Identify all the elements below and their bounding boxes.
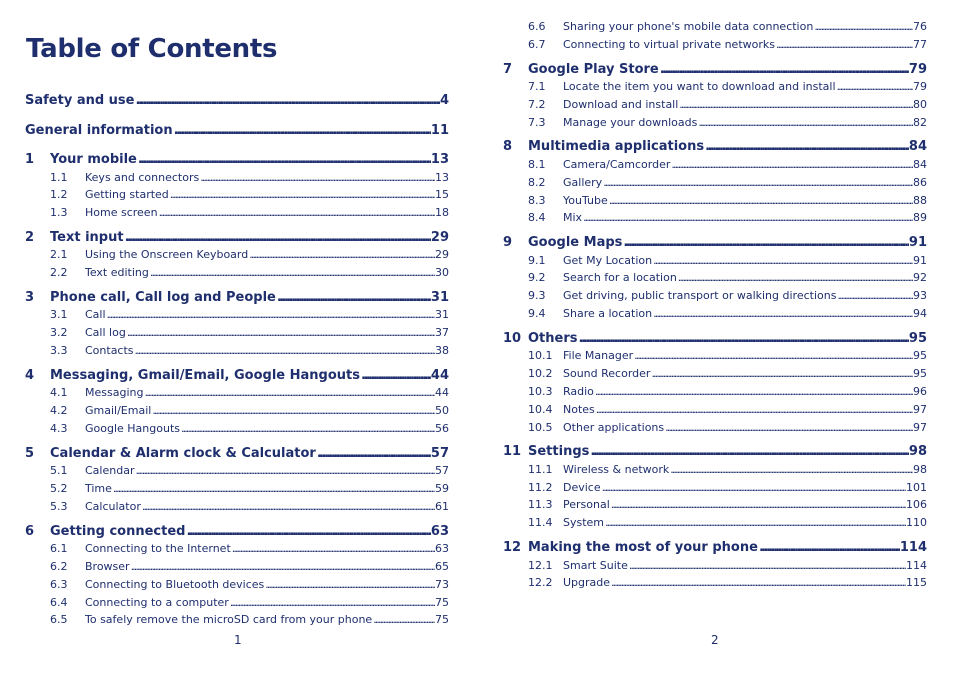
dot-leader	[608, 194, 913, 207]
entry-page-number: 13	[430, 152, 449, 167]
entry-page-number: 29	[435, 248, 449, 262]
entry-number: 1	[25, 152, 35, 167]
toc-section-entry[interactable]	[25, 344, 449, 362]
entry-label: Connecting to virtual private networks	[563, 37, 775, 51]
entry-page-number: 96	[913, 384, 927, 398]
entry-number: 7	[503, 61, 513, 77]
entry-page-number: 97	[913, 402, 927, 416]
entry-number: 10.3	[528, 384, 553, 398]
entry-label: To safely remove the microSD card from your phone	[85, 613, 373, 627]
entry-page-number: 98	[908, 444, 927, 460]
toc-section-entry[interactable]	[25, 386, 449, 404]
toc-section-entry[interactable]	[503, 271, 927, 289]
dot-leader	[678, 98, 913, 111]
entry-page-number: 30	[435, 266, 449, 280]
dot-leader	[578, 331, 909, 346]
entry-number: 5.3	[50, 499, 68, 513]
entry-page-number: 79	[908, 61, 927, 77]
entry-label: Text input	[50, 229, 124, 245]
entry-number: 7.2	[528, 97, 546, 111]
entry-number: 5.2	[50, 482, 68, 496]
entry-number: 8.3	[528, 193, 546, 207]
entry-label: Calendar	[85, 464, 135, 478]
entry-page-number: 63	[430, 523, 449, 539]
entry-label: Text editing	[85, 266, 149, 280]
dot-leader	[229, 596, 435, 609]
dot-leader	[158, 206, 435, 219]
entry-number: 10	[503, 330, 522, 346]
dot-leader	[697, 116, 913, 129]
page-title: Table of Contents	[26, 34, 278, 64]
entry-page-number: 15	[435, 188, 449, 202]
entry-label: Multimedia applications	[528, 139, 705, 155]
entry-number: 3	[25, 289, 35, 305]
entry-number: 5.1	[50, 464, 68, 478]
toc-section-entry[interactable]	[503, 98, 927, 116]
entry-number: 9.2	[528, 271, 546, 285]
entry-label: Safety and use	[25, 93, 135, 108]
entry-number: 11.2	[528, 480, 553, 494]
entry-number: 3.3	[50, 344, 68, 358]
entry-page-number: 73	[435, 577, 449, 591]
dot-leader	[185, 524, 430, 539]
entry-page-number: 65	[435, 559, 449, 573]
entry-page-number: 44	[430, 367, 449, 383]
entry-label: Sound Recorder	[563, 367, 651, 381]
entry-page-number: 114	[906, 558, 927, 572]
right-page	[477, 0, 954, 678]
entry-number: 6.4	[50, 595, 68, 609]
entry-label: Personal	[563, 498, 610, 512]
entry-page-number: 56	[435, 421, 449, 435]
toc-section-entry[interactable]	[503, 421, 927, 439]
toc-section-entry[interactable]	[25, 500, 449, 518]
entry-number: 7.1	[528, 80, 546, 94]
toc-chapter-entry[interactable]	[25, 93, 449, 117]
entry-page-number: 84	[913, 157, 927, 171]
toc-section-entry[interactable]	[503, 481, 927, 499]
dot-leader	[180, 422, 435, 435]
dot-leader	[134, 344, 435, 357]
toc-section-entry[interactable]	[25, 266, 449, 284]
entry-label: Gallery	[563, 175, 603, 189]
entry-number: 6	[25, 523, 35, 539]
dot-leader	[633, 349, 913, 362]
entry-label: Messaging	[85, 386, 144, 400]
entry-label: General information	[25, 122, 173, 138]
entry-number: 5	[25, 445, 35, 461]
entry-label: Wireless & network	[563, 462, 670, 476]
entry-number: 6.6	[528, 20, 546, 33]
dot-leader	[112, 482, 435, 495]
entry-label: Call	[85, 308, 106, 322]
entry-page-number: 91	[908, 235, 927, 251]
entry-page-number: 98	[913, 462, 927, 476]
dot-leader	[149, 266, 435, 279]
entry-page-number: 82	[913, 115, 927, 129]
toc-section-entry[interactable]	[503, 367, 927, 385]
entry-number: 8	[503, 139, 513, 155]
entry-label: Gmail/Email	[85, 404, 152, 418]
dot-leader	[704, 139, 909, 154]
entry-number: 6.7	[528, 37, 546, 51]
entry-number: 9.3	[528, 289, 546, 303]
dot-leader	[595, 403, 913, 416]
toc-section-entry[interactable]	[503, 559, 927, 577]
entry-page-number: 11	[430, 122, 449, 138]
entry-page-number: 77	[913, 37, 927, 51]
entry-number: 12.2	[528, 576, 553, 590]
entry-page-number: 79	[913, 80, 927, 94]
entry-label: Get driving, public transport or walking directions	[563, 289, 837, 303]
entry-page-number: 13	[435, 170, 449, 184]
entry-page-number: 106	[906, 498, 927, 512]
toc-section-entry[interactable]	[25, 613, 449, 631]
dot-leader	[589, 444, 909, 459]
entry-number: 9.4	[528, 307, 546, 321]
entry-number: 11	[503, 444, 522, 460]
dot-leader	[173, 123, 431, 138]
entry-number: 12.1	[528, 558, 553, 572]
toc-section-entry[interactable]	[25, 560, 449, 578]
entry-page-number: 80	[913, 97, 927, 111]
entry-label: Share a location	[563, 307, 653, 321]
entry-label: Messaging, Gmail/Email, Google Hangouts	[50, 367, 361, 383]
toc-section-entry[interactable]	[25, 326, 449, 344]
entry-label: Time	[85, 482, 112, 496]
dot-leader	[836, 289, 913, 302]
toc-section-entry[interactable]	[503, 498, 927, 516]
entry-page-number: 97	[913, 420, 927, 434]
dot-leader	[628, 559, 906, 572]
toc-section-entry[interactable]	[503, 576, 927, 594]
entry-number: 12	[503, 540, 522, 556]
toc-section-entry[interactable]	[503, 307, 927, 325]
entry-number: 1.2	[50, 188, 68, 202]
entry-label: Download and install	[563, 97, 679, 111]
entry-label: Notes	[563, 402, 595, 416]
entry-number: 11.3	[528, 498, 553, 512]
entry-label: Others	[528, 330, 578, 346]
entry-page-number: 31	[430, 289, 449, 305]
entry-page-number: 75	[435, 613, 449, 627]
dot-leader	[594, 385, 913, 398]
entry-number: 10.1	[528, 349, 553, 363]
dot-leader	[264, 578, 435, 591]
entry-page-number: 84	[908, 139, 927, 155]
entry-page-number: 44	[435, 386, 449, 400]
toc-section-entry[interactable]	[503, 176, 927, 194]
entry-number: 6.2	[50, 559, 68, 573]
dot-leader	[664, 421, 913, 434]
entry-label: Google Maps	[528, 235, 623, 251]
entry-label: Camera/Camcorder	[563, 157, 671, 171]
entry-number: 2	[25, 229, 35, 245]
toc-section-entry[interactable]	[25, 248, 449, 266]
entry-page-number: 110	[906, 516, 927, 530]
dot-leader	[604, 516, 906, 529]
entry-label: Making the most of your phone	[528, 540, 758, 556]
dot-leader	[677, 271, 913, 284]
toc-section-entry[interactable]	[25, 206, 449, 224]
entry-number: 8.2	[528, 175, 546, 189]
entry-page-number: 86	[913, 175, 927, 189]
dot-leader	[106, 308, 435, 321]
entry-page-number: 89	[913, 211, 927, 225]
entry-page-number: 61	[435, 499, 449, 513]
entry-label: Connecting to the Internet	[85, 542, 231, 556]
entry-label: Google Hangouts	[85, 421, 180, 435]
dot-leader	[231, 542, 435, 555]
entry-number: 3.2	[50, 326, 68, 340]
entry-page-number: 95	[913, 349, 927, 363]
entry-number: 4	[25, 367, 35, 383]
entry-number: 9	[503, 235, 513, 251]
entry-number: 6.5	[50, 613, 68, 627]
toc-section-entry[interactable]	[25, 422, 449, 440]
entry-label: Search for a location	[563, 271, 677, 285]
entry-label: Locate the item you want to download and install	[563, 80, 836, 94]
entry-label: Connecting to Bluetooth devices	[85, 577, 265, 591]
toc-section-entry[interactable]	[503, 116, 927, 134]
entry-page-number: 101	[906, 480, 927, 494]
toc-section-entry[interactable]	[25, 171, 449, 189]
entry-page-number: 59	[435, 482, 449, 496]
entry-page-number: 37	[435, 326, 449, 340]
dot-leader	[836, 80, 914, 93]
entry-label: Get My Location	[563, 253, 653, 267]
entry-label: Using the Onscreen Keyboard	[85, 248, 249, 262]
entry-number: 4.1	[50, 386, 68, 400]
dot-leader	[141, 500, 435, 513]
dot-leader	[360, 368, 431, 383]
entry-number: 3.1	[50, 308, 68, 322]
page-number: 2	[711, 633, 719, 647]
entry-number: 4.3	[50, 421, 68, 435]
entry-label: System	[563, 516, 605, 530]
entry-number: 6.3	[50, 577, 68, 591]
entry-page-number: 4	[439, 93, 449, 108]
toc-section-entry[interactable]	[25, 542, 449, 560]
toc-section-entry[interactable]	[503, 20, 927, 38]
entry-label: Keys and connectors	[85, 170, 200, 184]
entry-number: 8.4	[528, 211, 546, 225]
entry-label: Call log	[85, 326, 126, 340]
dot-leader	[169, 188, 435, 201]
toc-section-entry[interactable]	[503, 158, 927, 176]
entry-page-number: 92	[913, 271, 927, 285]
entry-number: 7.3	[528, 115, 546, 129]
entry-page-number: 95	[913, 367, 927, 381]
dot-leader	[276, 290, 431, 305]
toc-section-entry[interactable]	[25, 308, 449, 326]
entry-number: 8.1	[528, 157, 546, 171]
entry-number: 10.5	[528, 420, 553, 434]
dot-leader	[813, 20, 913, 33]
dot-leader	[652, 254, 913, 267]
entry-label: Settings	[528, 444, 590, 460]
entry-page-number: 18	[435, 206, 449, 220]
toc-section-entry[interactable]	[25, 596, 449, 614]
entry-page-number: 115	[906, 576, 927, 590]
dot-leader	[659, 62, 909, 77]
entry-page-number: 57	[435, 464, 449, 478]
toc-section-entry[interactable]	[503, 349, 927, 367]
toc-section-entry[interactable]	[25, 188, 449, 206]
entry-label: Phone call, Call log and People	[50, 289, 276, 305]
entry-number: 2.1	[50, 248, 68, 262]
toc-section-entry[interactable]	[503, 211, 927, 229]
dot-leader	[124, 230, 431, 245]
dot-leader	[248, 248, 435, 261]
entry-page-number: 88	[913, 193, 927, 207]
entry-page-number: 29	[430, 229, 449, 245]
entry-page-number: 76	[913, 20, 927, 33]
entry-page-number: 95	[908, 330, 927, 346]
toc-section-entry[interactable]	[503, 194, 927, 212]
entry-label: Google Play Store	[528, 61, 659, 77]
dot-leader	[601, 481, 906, 494]
dot-leader	[316, 446, 431, 461]
entry-label: Contacts	[85, 344, 134, 358]
toc-section-entry[interactable]	[503, 403, 927, 421]
entry-label: Getting connected	[50, 523, 186, 539]
entry-number: 1.3	[50, 206, 68, 220]
dot-leader	[602, 176, 913, 189]
toc-section-entry[interactable]	[503, 385, 927, 403]
dot-leader	[650, 367, 913, 380]
entry-page-number: 57	[430, 445, 449, 461]
dot-leader	[372, 613, 435, 626]
entry-label: File Manager	[563, 349, 634, 363]
dot-leader	[670, 158, 913, 171]
entry-page-number: 63	[435, 542, 449, 556]
toc-section-entry[interactable]	[25, 404, 449, 422]
entry-page-number: 50	[435, 404, 449, 418]
entry-label: Calendar & Alarm clock & Calculator	[50, 445, 316, 461]
dot-leader	[143, 386, 435, 399]
toc-list-left	[25, 93, 449, 631]
dot-leader	[610, 576, 906, 589]
dot-leader	[758, 540, 900, 555]
dot-leader	[134, 464, 435, 477]
entry-label: Radio	[563, 384, 594, 398]
entry-number: 10.4	[528, 402, 553, 416]
entry-number: 6.1	[50, 542, 68, 556]
entry-page-number: 94	[913, 307, 927, 321]
toc-section-entry[interactable]	[503, 254, 927, 272]
toc-list-right	[503, 20, 927, 594]
entry-label: Home screen	[85, 206, 158, 220]
dot-leader	[151, 404, 435, 417]
toc-section-entry[interactable]	[25, 482, 449, 500]
entry-label: Manage your downloads	[563, 115, 698, 129]
toc-section-entry[interactable]	[503, 80, 927, 98]
entry-page-number: 75	[435, 595, 449, 609]
page-number: 1	[234, 633, 242, 647]
entry-number: 11.1	[528, 462, 553, 476]
dot-leader	[137, 152, 431, 167]
entry-label: Your mobile	[50, 152, 137, 167]
dot-leader	[669, 463, 913, 476]
entry-label: Connecting to a computer	[85, 595, 229, 609]
entry-label: Mix	[563, 211, 583, 225]
dot-leader	[775, 38, 913, 51]
dot-leader	[622, 235, 909, 250]
entry-page-number: 93	[913, 289, 927, 303]
toc-section-entry[interactable]	[25, 578, 449, 596]
entry-page-number: 31	[435, 308, 449, 322]
toc-section-entry[interactable]	[503, 38, 927, 56]
toc-section-entry[interactable]	[503, 289, 927, 307]
entry-label: Browser	[85, 559, 130, 573]
dot-leader	[199, 171, 435, 184]
dot-leader	[582, 211, 913, 224]
toc-section-entry[interactable]	[503, 516, 927, 534]
entry-number: 11.4	[528, 516, 553, 530]
entry-label: Sharing your phone's mobile data connection	[563, 20, 814, 33]
entry-number: 4.2	[50, 404, 68, 418]
dot-leader	[130, 560, 435, 573]
dot-leader	[126, 326, 435, 339]
entry-page-number: 114	[899, 540, 927, 556]
entry-label: Calculator	[85, 499, 141, 513]
entry-label: Upgrade	[563, 576, 611, 590]
entry-label: Getting started	[85, 188, 169, 202]
entry-page-number: 91	[913, 253, 927, 267]
toc-section-entry[interactable]	[25, 464, 449, 482]
dot-leader	[135, 93, 440, 108]
entry-number: 2.2	[50, 266, 68, 280]
toc-chapter-entry[interactable]	[25, 123, 449, 147]
entry-number: 10.2	[528, 367, 553, 381]
dot-leader	[652, 307, 913, 320]
entry-page-number: 38	[435, 344, 449, 358]
entry-number: 1.1	[50, 170, 68, 184]
toc-section-entry[interactable]	[503, 463, 927, 481]
entry-number: 9.1	[528, 253, 546, 267]
entry-label: YouTube	[563, 193, 608, 207]
entry-label: Other applications	[563, 420, 665, 434]
entry-label: Smart Suite	[563, 558, 628, 572]
dot-leader	[610, 498, 906, 511]
entry-label: Device	[563, 480, 601, 494]
